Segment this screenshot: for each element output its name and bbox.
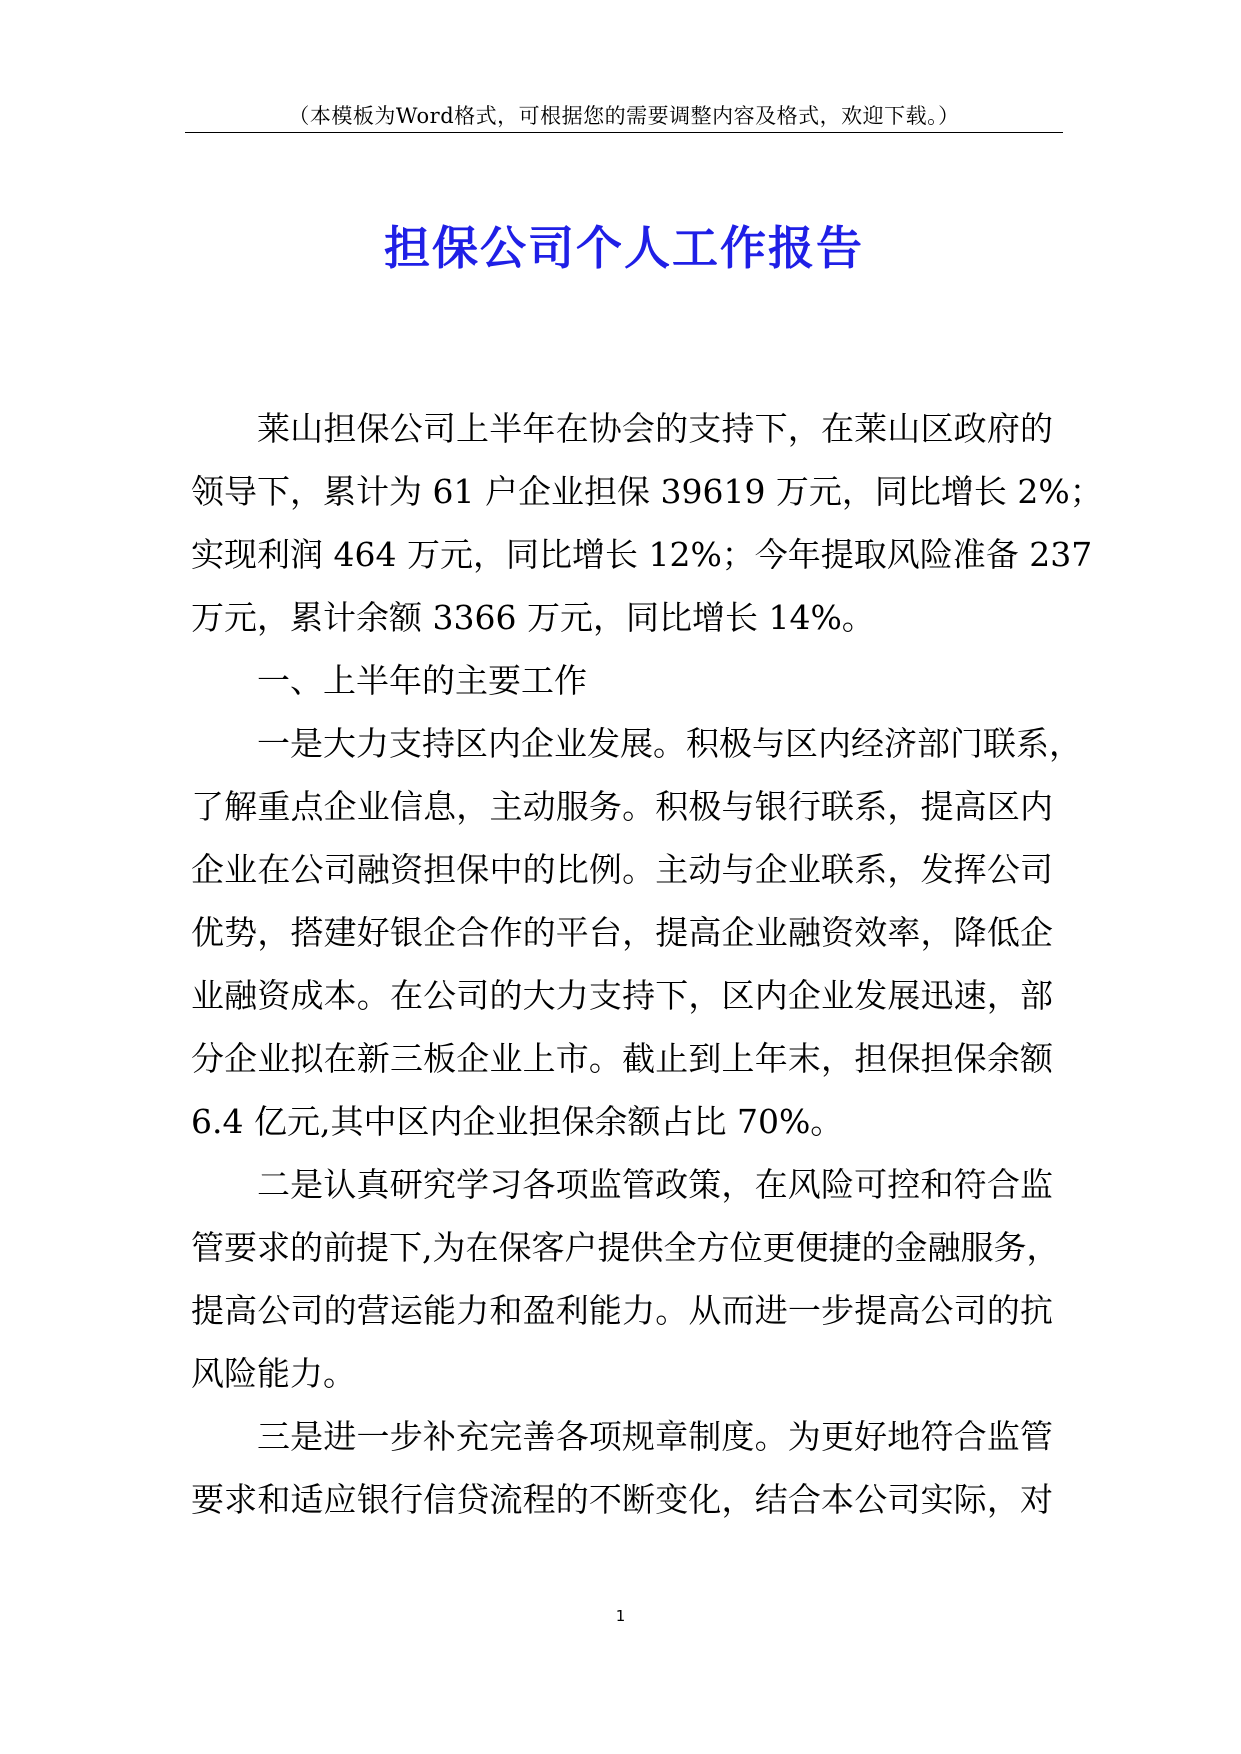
paragraph-line: 6.4 亿元,其中区内企业担保余额占比 70%。 — [191, 1102, 844, 1141]
paragraph-line: 了解重点企业信息，主动服务。积极与银行联系，提高区内 — [191, 787, 1053, 826]
paragraph-line: 二是认真研究学习各项监管政策，在风险可控和符合监 — [257, 1165, 1053, 1204]
page-number: 1 — [615, 1607, 626, 1625]
paragraph-line: 万元，累计余额 3366 万元，同比增长 14%。 — [191, 598, 875, 637]
paragraph-line: 企业在公司融资担保中的比例。主动与企业联系，发挥公司 — [191, 850, 1053, 889]
section-heading: 一、上半年的主要工作 — [257, 661, 587, 700]
document-title: 担保公司个人工作报告 — [384, 221, 864, 275]
paragraph-line: 提高公司的营运能力和盈利能力。从而进一步提高公司的抗 — [191, 1291, 1053, 1330]
paragraph-line: 莱山担保公司上半年在协会的支持下，在莱山区政府的 — [257, 409, 1053, 448]
paragraph-line: 一是大力支持区内企业发展。积极与区内经济部门联系， — [257, 724, 1082, 763]
header-divider — [185, 132, 1063, 133]
paragraph-line: 管要求的前提下,为在保客户提供全方位更便捷的金融服务， — [191, 1228, 1060, 1267]
paragraph-line: 业融资成本。在公司的大力支持下，区内企业发展迅速，部 — [191, 976, 1053, 1015]
paragraph-line: 实现利润 464 万元，同比增长 12%；今年提取风险准备 237 — [191, 535, 1093, 574]
paragraph-line: 风险能力。 — [191, 1354, 356, 1393]
paragraph-line: 分企业拟在新三板企业上市。截止到上年末，担保担保余额 — [191, 1039, 1053, 1078]
paragraph-line: 三是进一步补充完善各项规章制度。为更好地符合监管 — [257, 1417, 1053, 1456]
paragraph-line: 优势，搭建好银企合作的平台，提高企业融资效率，降低企 — [191, 913, 1053, 952]
document-body — [191, 397, 1103, 1531]
header-note: （本模板为Word格式，可根据您的需要调整内容及格式，欢迎下载。） — [288, 104, 960, 128]
paragraph-line: 要求和适应银行信贷流程的不断变化，结合本公司实际，对 — [191, 1480, 1053, 1519]
paragraph-line: 领导下，累计为 61 户企业担保 39619 万元，同比增长 2%； — [191, 472, 1103, 511]
